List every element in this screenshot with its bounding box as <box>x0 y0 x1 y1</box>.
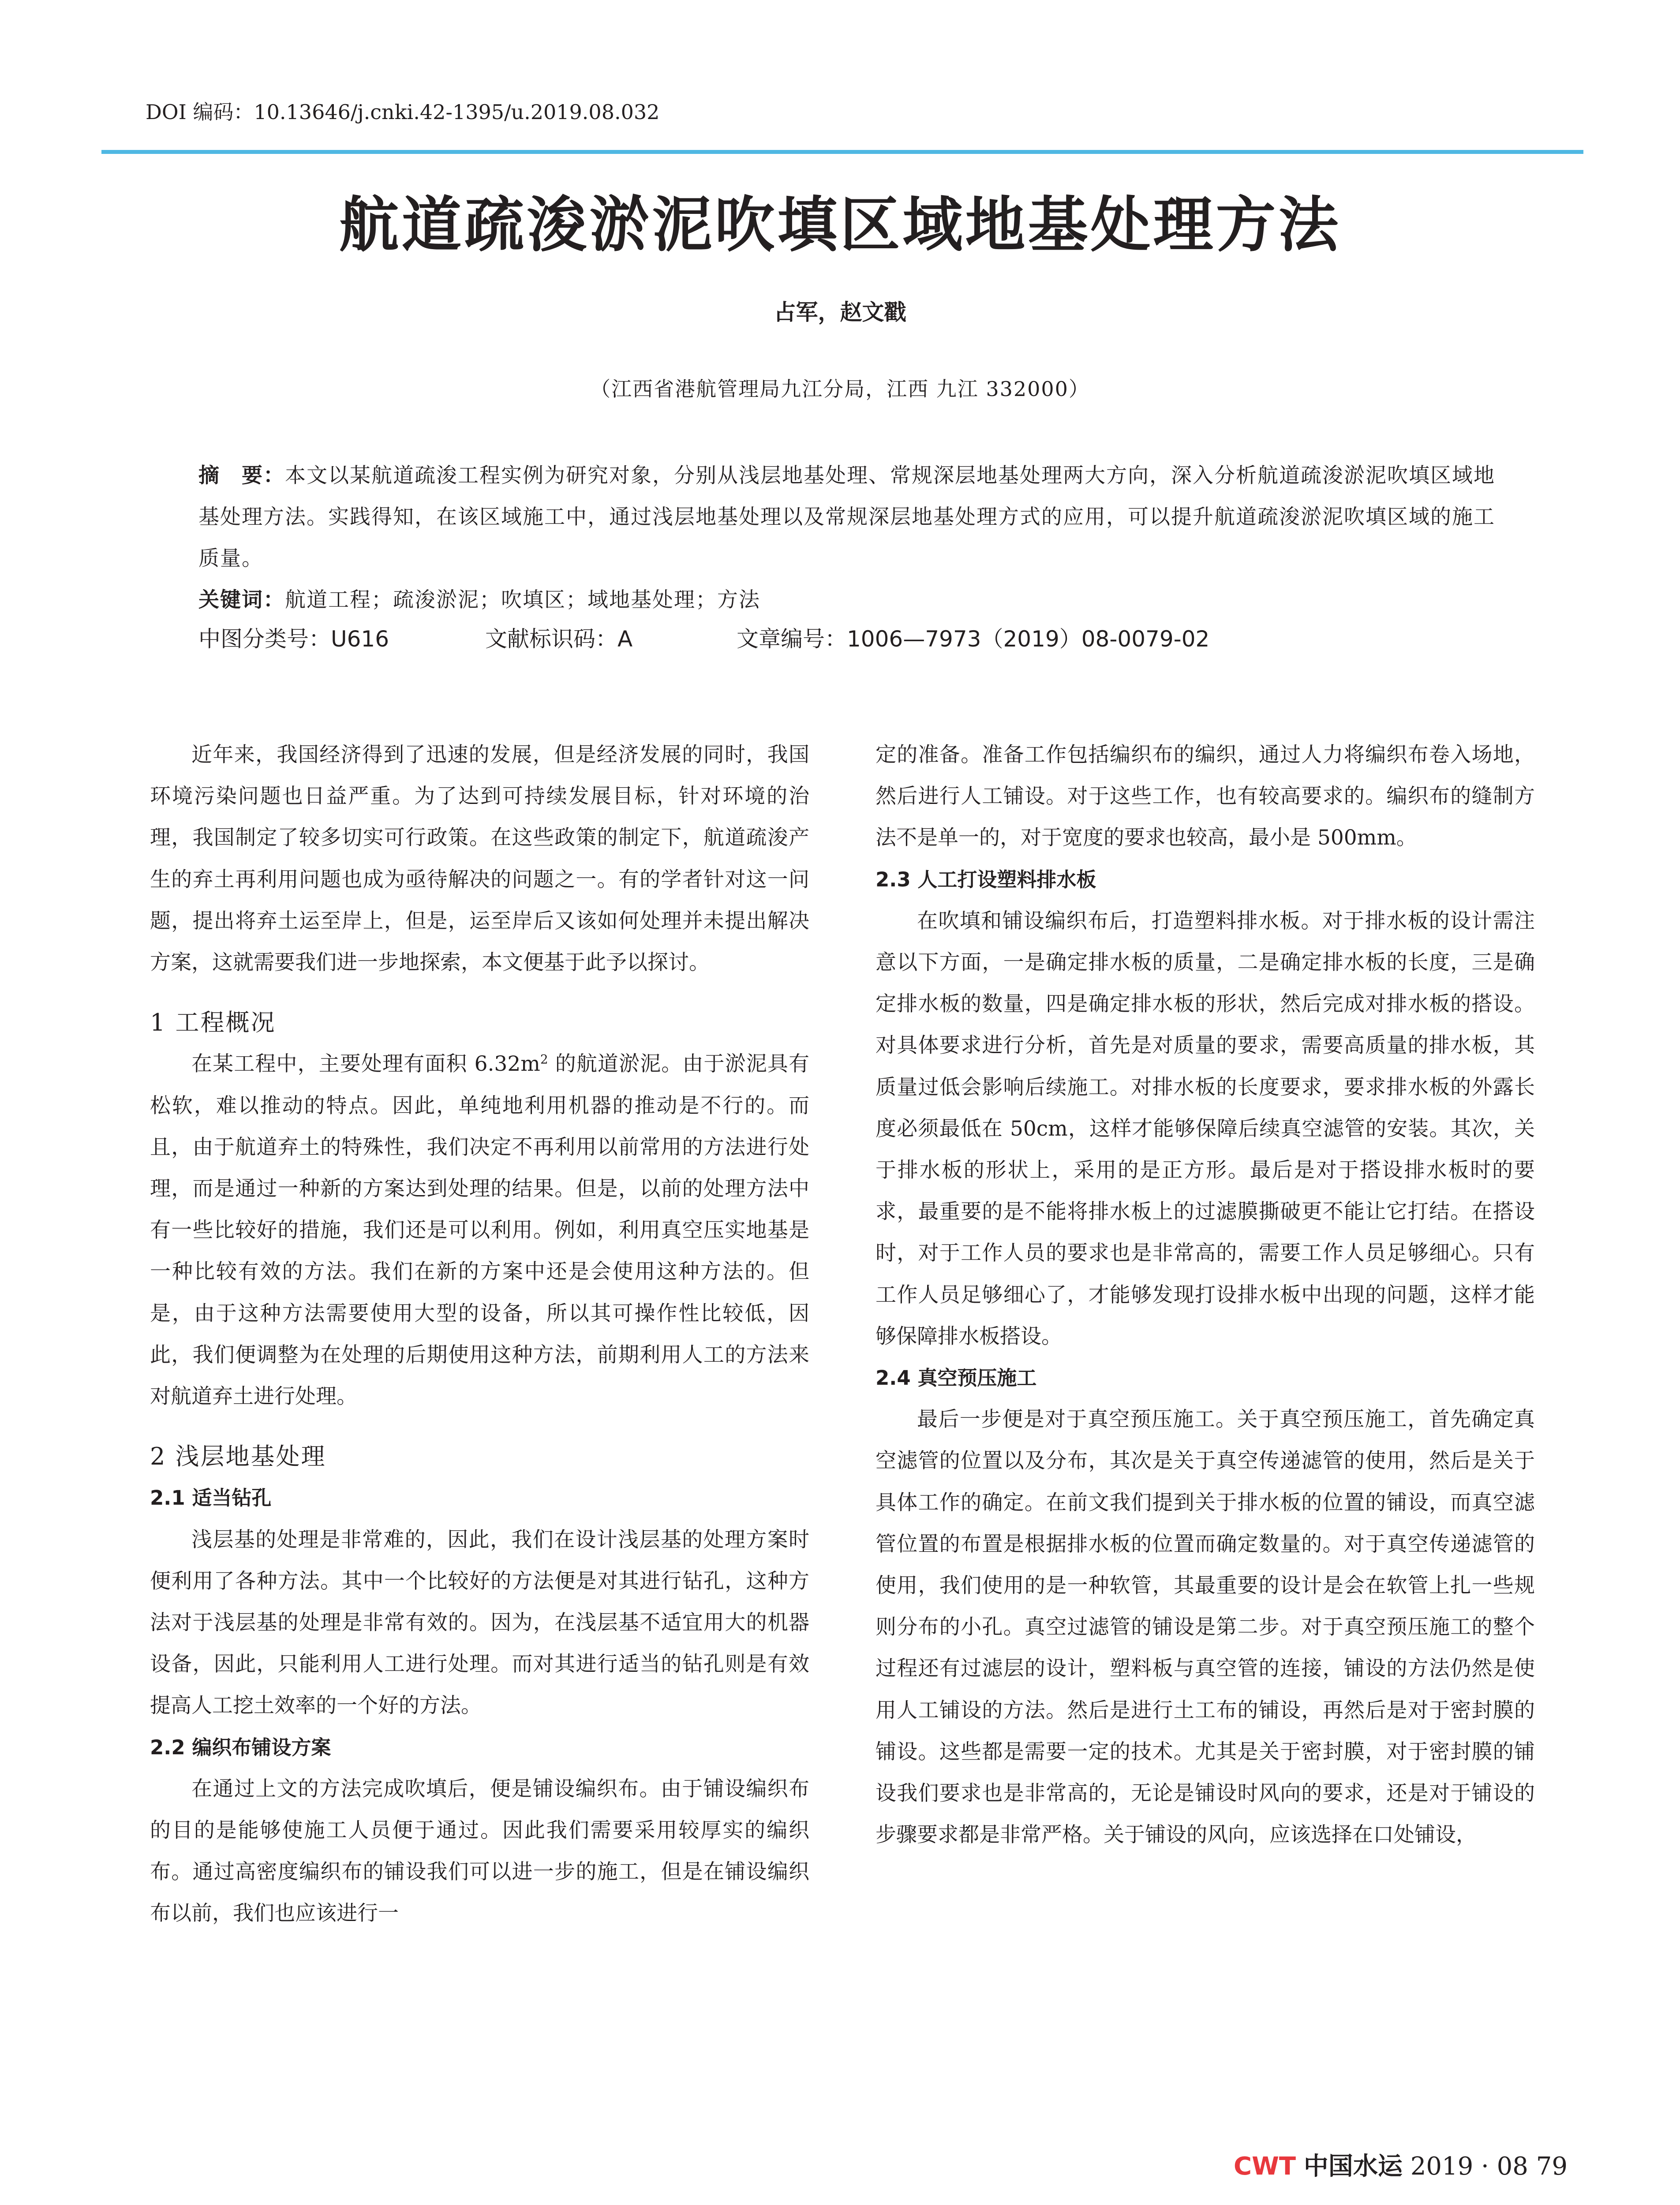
section-2-2-continued: 定的准备。准备工作包括编织布的编织，通过人力将编织布卷入场地，然后进行人工铺设。对于这些工作，也有较高要求的。编织布的缝制方法不是单一的，对于宽度的要求也较高，最小是 500mm。 <box>876 743 1535 850</box>
affiliation: （江西省港航管理局九江分局，江西 九江 332000） <box>590 377 1090 401</box>
abstract-block <box>198 455 1495 621</box>
right-column <box>876 734 1535 1856</box>
section-2-1-heading: 2.1 适当钻孔 <box>150 1486 272 1510</box>
journal-issue: 2019 · 08 <box>1410 2152 1528 2181</box>
document-code: 文献标识码：A <box>485 626 633 652</box>
section-2-1-paragraph: 浅层基的处理是非常难的，因此，我们在设计浅层基的处理方案时便利用了各种方法。其中一个比较好的方法便是对其进行钻孔，这种方法对于浅层基的处理是非常有效的。因为，在浅层基不适宜用大的机器设备，因此，只能利用人工进行处理。而对其进行适当的钻孔则是有效提高人工挖土效率的一个好的方法。 <box>150 1527 809 1718</box>
page-footer <box>1234 2147 1568 2182</box>
section-2-3-paragraph: 在吹填和铺设编织布后，打造塑料排水板。对于排水板的设计需注意以下方面，一是确定排水板的质量，二是确定排水板的长度，三是确定排水板的数量，四是确定排水板的形状，然后完成对排水板的搭设。对具体要求进行分析，首先是对质量的要求，需要高质量的排水板，其质量过低会影响后续施工。对排水板的长度要求，要求排水板的外露长度必须最低在 50cm，这样才能够保障后续真空滤管的安装。其次，关于排水板的形状上，采用的是正方形。最后是对于搭设排水板时的要求，最重要的是不能将排水板上的过滤膜撕破更不能让它打结。在搭设时，对于工作人员的要求也是非常高的，需要工作人员足够细心。只有工作人员足够细心了，才能够发现打设排水板中出现的问题，这样才能够保障排水板搭设。 <box>876 908 1535 1349</box>
section-1-paragraph <box>150 1043 809 1417</box>
classification-row <box>198 619 1495 659</box>
keywords <box>198 579 1495 621</box>
section-1-text-a: 在某工程中，主要处理有面积 6.32m <box>191 1052 540 1076</box>
left-column <box>150 734 809 1935</box>
journal-brand-logo: CWT <box>1234 2152 1296 2181</box>
clc-number: 中图分类号：U616 <box>198 626 389 652</box>
superscript: 2 <box>540 1052 548 1067</box>
section-2-2-heading: 2.2 编织布铺设方案 <box>150 1735 331 1759</box>
section-2-heading: 2 浅层地基处理 <box>150 1443 326 1471</box>
article-number: 文章编号：1006—7973（2019）08-0079-02 <box>737 626 1210 652</box>
section-2-2-paragraph: 在通过上文的方法完成吹填后，便是铺设编织布。由于铺设编织布的目的是能够使施工人员便于通过。因此我们需要采用较厚实的编织布。通过高密度编织布的铺设我们可以进一步的施工，但是在铺设编织布以前，我们也应该进行一 <box>150 1776 809 1926</box>
keywords-text: 航道工程；疏浚淤泥；吹填区；域地基处理；方法 <box>285 588 760 612</box>
abstract <box>198 455 1495 579</box>
authors: 占军，赵文戳 <box>774 299 906 325</box>
abstract-label: 摘 要： <box>198 463 285 488</box>
section-2-4-paragraph: 最后一步便是对于真空预压施工。关于真空预压施工，首先确定真空滤管的位置以及分布，其次是关于真空传递滤管的使用，然后是关于具体工作的确定。在前文我们提到关于排水板的位置的铺设，而真空滤管位置的布置是根据排水板的位置而确定数量的。对于真空传递滤管的使用，我们使用的是一种软管，其最重要的设计是会在软管上扎一些规则分布的小孔。真空过滤管的铺设是第二步。对于真空预压施工的整个过程还有过滤层的设计，塑料板与真空管的连接，铺设的方法仍然是使用人工铺设的方法。然后是进行土工布的铺设，再然后是对于密封膜的铺设。这些都是需要一定的技术。尤其是关于密封膜，对于密封膜的铺设我们要求也是非常高的，无论是铺设时风向的要求，还是对于铺设的步骤要求都是非常严格。关于铺设的风向，应该选择在口处铺设， <box>876 1407 1535 1847</box>
intro-paragraph: 近年来，我国经济得到了迅速的发展，但是经济发展的同时，我国环境污染问题也日益严重。为了达到可持续发展目标，针对环境的治理，我国制定了较多切实可行政策。在这些政策的制定下，航道疏浚产生的弃土再利用问题也成为亟待解决的问题之一。有的学者针对这一问题，提出将弃土运至岸上，但是，运至岸后又该如何处理并未提出解决方案，这就需要我们进一步地探索，本文便基于此予以探讨。 <box>150 743 809 975</box>
abstract-text: 本文以某航道疏浚工程实例为研究对象，分别从浅层地基处理、常规深层地基处理两大方向，深入分析航道疏浚淤泥吹填区域地基处理方法。实践得知，在该区域施工中，通过浅层地基处理以及常规深层地基处理方式的应用，可以提升航道疏浚淤泥吹填区域的施工质量。 <box>198 463 1495 571</box>
section-2-3-heading: 2.3 人工打设塑料排水板 <box>876 867 1096 891</box>
doi-line: DOI 编码：10.13646/j.cnki.42-1395/u.2019.08.032 <box>146 100 660 124</box>
section-1-text-b: 的航道淤泥。由于淤泥具有松软，难以推动的特点。因此，单纯地利用机器的推动是不行的。而且，由于航道弃土的特殊性，我们决定不再利用以前常用的方法进行处理，而是通过一种新的方案达到处理的结果。但是，以前的处理方法中有一些比较好的措施，我们还是可以利用。例如，利用真空压实地基是一种比较有效的方法。我们在新的方案中还是会使用这种方法的。但是，由于这种方法需要使用大型的设备，所以其可操作性比较低，因此，我们便调整为在处理的后期使用这种方法，前期利用人工的方法来对航道弃土进行处理。 <box>150 1052 809 1409</box>
keywords-label: 关键词： <box>198 588 285 612</box>
section-2-4-heading: 2.4 真空预压施工 <box>876 1366 1037 1390</box>
journal-name: 中国水运 <box>1303 2152 1403 2181</box>
header-rule <box>101 150 1583 154</box>
section-1-heading: 1 工程概况 <box>150 1009 276 1037</box>
page-number: 79 <box>1536 2152 1568 2181</box>
paper-title: 航道疏浚淤泥吹填区域地基处理方法 <box>339 190 1341 260</box>
